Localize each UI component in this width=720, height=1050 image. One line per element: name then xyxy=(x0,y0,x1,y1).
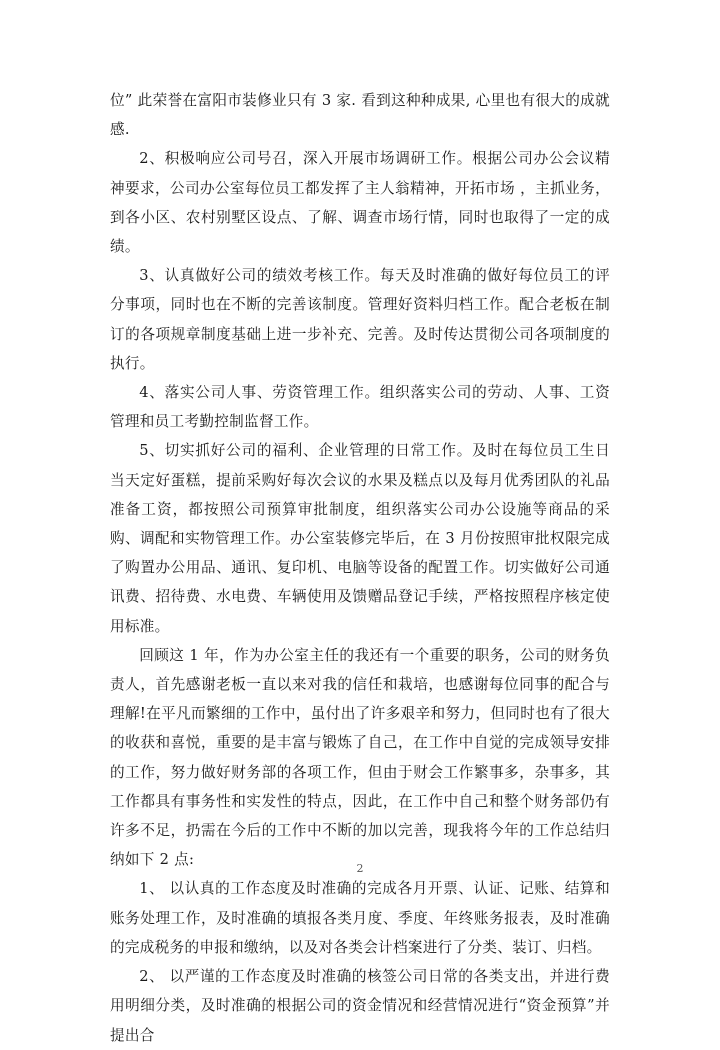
paragraph-finance-2: 2、 以严谨的工作态度及时准确的核签公司日常的各类支出，并进行费用明细分类，及时准确的根据公司的资金情况和经营情况进行“资金预算”并提出合 xyxy=(110,968,610,1044)
page-number: 2 xyxy=(356,862,364,875)
paragraph-item-4: 4、落实公司人事、劳资管理工作。组织落实公司的劳动、人事、工资管理和员工考勤控制监督工作。 xyxy=(110,384,610,431)
document-body xyxy=(110,86,610,1050)
paragraph-finance-1: 1、 以认真的工作态度及时准确的完成各月开票、认证、记账、结算和账务处理工作，及时准确的填报各类月度、季度、年终账务报表，及时准确的完成税务的申报和缴纳，以及对各类会计档案进行了分类、装订、归档。 xyxy=(110,880,610,956)
paragraph-item-5: 5、切实抓好公司的福利、企业管理的日常工作。及时在每位员工生日当天定好蛋糕，提前采购好每次会议的水果及糕点以及每月优秀团队的礼品准备工资，都按照公司预算审批制度，组织落实公司办公设施等商品的采购、调配和实物管理工作。办公室装修完毕后，在 3 月份按照审批权限完成了购置办公用品、通讯、复印机、电脑等设备的配置工作。切实做好公司通讯费、招待费、水电费、车辆使用及馈赠品登记手续，严格按照程序核定使用标准。 xyxy=(110,442,610,635)
paragraph-item-3: 3、认真做好公司的绩效考核工作。每天及时准确的做好每位员工的评分事项，同时也在不断的完善该制度。管理好资料归档工作。配合老板在制订的各项规章制度基础上进一步补充、完善。及时传达贯彻公司各项制度的执行。 xyxy=(110,267,610,372)
paragraph-continuation: 位” 此荣誉在富阳市装修业只有 3 家. 看到这种种成果, 心里也有很大的成就感. xyxy=(110,92,610,139)
paragraph-review: 回顾这 1 年，作为办公室主任的我还有一个重要的职务，公司的财务负责人，首先感谢老板一直以来对我的信任和栽培，也感谢每位同事的配合与理解!在平凡而繁细的工作中，虽付出了许多艰辛和努力，但同时也有了很大的收获和喜悦，重要的是丰富与锻炼了自己，在工作中自觉的完成领导安排的工作，努力做好财务部的各项工作，但由于财会工作繁事多，杂事多，其工作都具有事务性和实发性的特点，因此，在工作中自己和整个财务部仍有许多不足，扔需在今后的工作中不断的加以完善，现我将今年的工作总结归纳如下 2 点: xyxy=(110,646,610,869)
paragraph-item-2: 2、积极响应公司号召，深入开展市场调研工作。根据公司办公会议精神要求，公司办公室每位员工都发挥了主人翁精神，开拓市场 ，主抓业务，到各小区、农村别墅区设点、了解、调查市场行情，同时也取得了一定的成绩。 xyxy=(110,150,610,256)
